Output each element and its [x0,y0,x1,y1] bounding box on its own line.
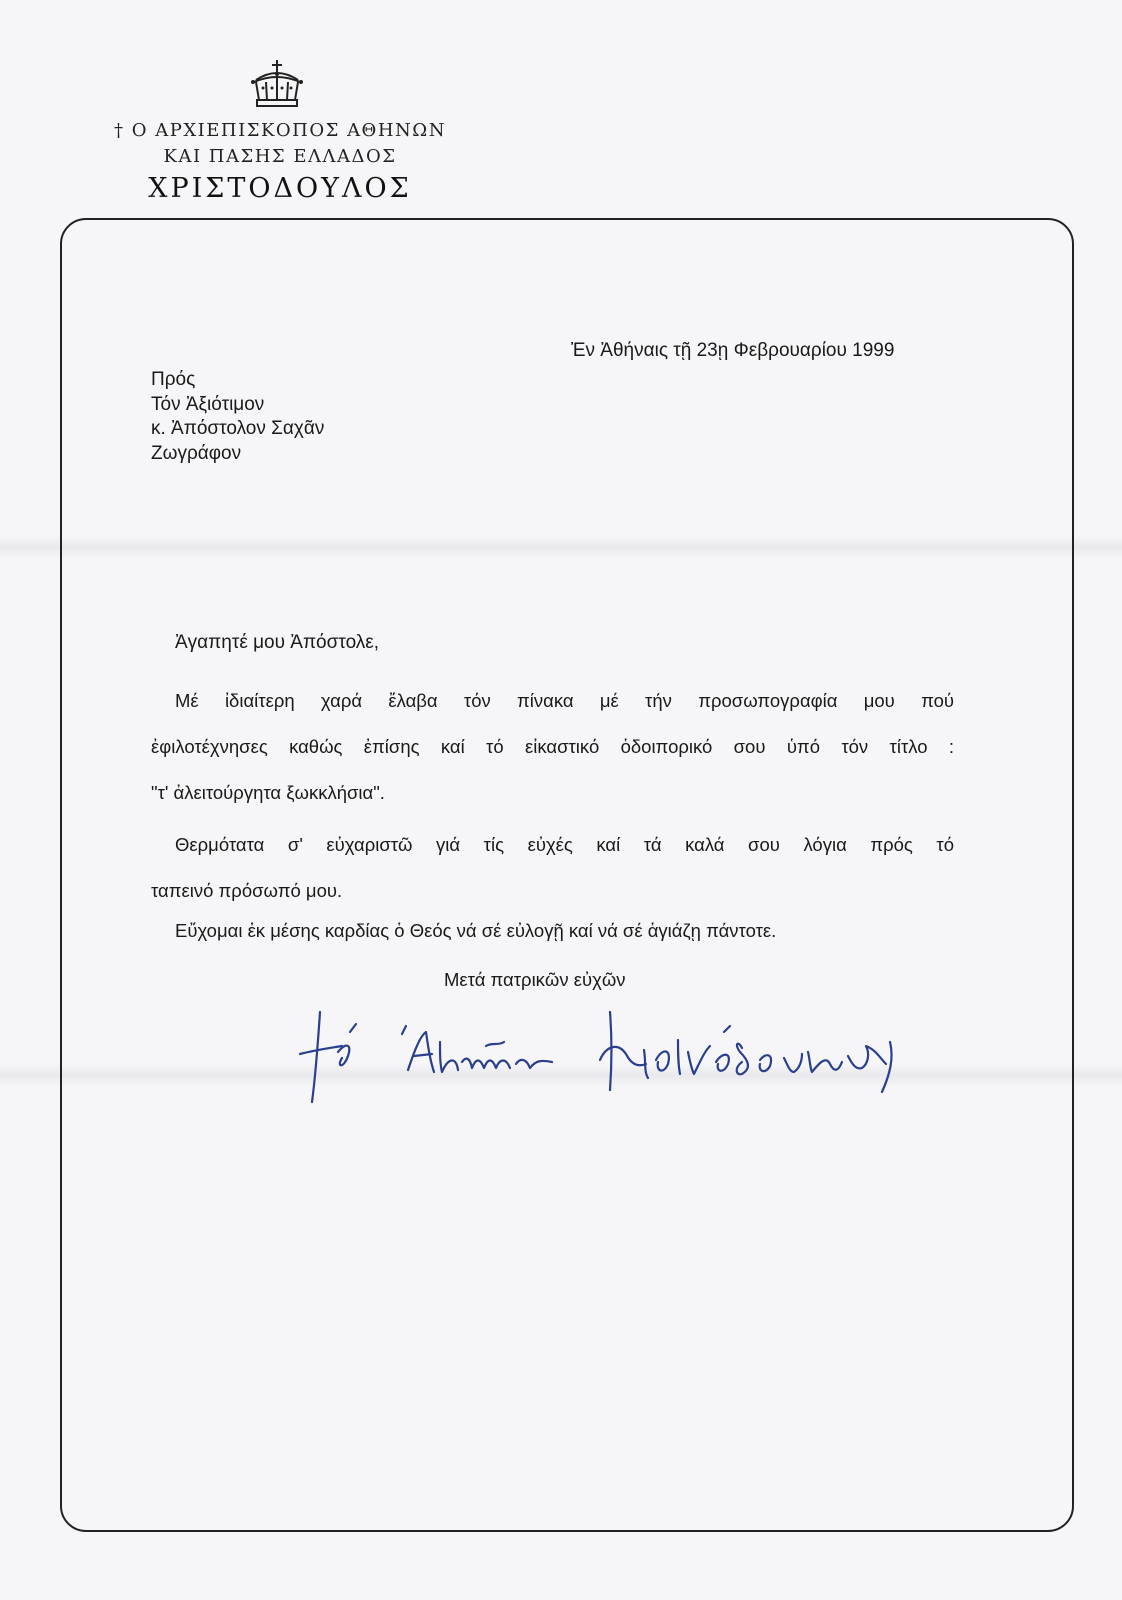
address-line: κ. Ἀπόστολον Σαχᾶν [151,418,325,439]
letterhead-name: ΧΡΙΣΤΟΔΟΥΛΟΣ [148,173,412,204]
address-line: Ζωγράφον [151,442,242,464]
paragraph-line: Μέ ἰδιαίτερη χαρά ἔλαβα τόν πίνακα μέ τήν προσωπογραφία μου πού [175,690,954,711]
letterhead-title: † Ο ΑΡΧΙΕΠΙΣΚΟΠΟΣ ΑΘΗΝΩΝ [114,120,446,141]
recipient-address [151,368,324,466]
salutation: Ἀγαπητέ μου Ἀπόστολε, [175,632,380,653]
paragraph-line: ἐφιλοτέχνησες καθώς ἐπίσης καί τό εἰκαστικό ὁδοιπορικό σου ὑπό τόν τίτλο : [151,736,954,757]
paragraph-line: "τ' ἀλειτούργητα ξωκκλήσια". [151,782,385,803]
paragraph-line: ταπεινό πρόσωπό μου. [151,880,343,901]
paragraph-gratitude [151,822,954,914]
letterhead [0,118,560,206]
crown-with-cross-icon [248,58,306,110]
letter-date: Ἐν Ἀθήναις τῇ 23ῃ Φεβρουαρίου 1999 [571,340,895,361]
closing-line: Μετά πατρικῶν εὐχῶν [444,969,626,990]
paragraph-blessing: Εὔχομαι ἐκ μέσης καρδίας ὁ Θεός νά σέ εὐλογῇ καί νά σέ ἁγιάζῃ πάντοτε. [175,920,777,941]
paragraph-line: Θερμότατα σ' εὐχαριστῶ γιά τίς εὐχές καί τά καλά σου λόγια πρός τό [175,834,954,855]
address-line: Τόν Ἀξιότιμον [151,393,265,415]
paragraph-thanks [151,678,954,816]
letterhead-subtitle: ΚΑΙ ΠΑΣΗΣ ΕΛΛΑΔΟΣ [163,146,397,167]
handwritten-signature [290,1002,930,1132]
address-line: Πρός [151,369,196,390]
